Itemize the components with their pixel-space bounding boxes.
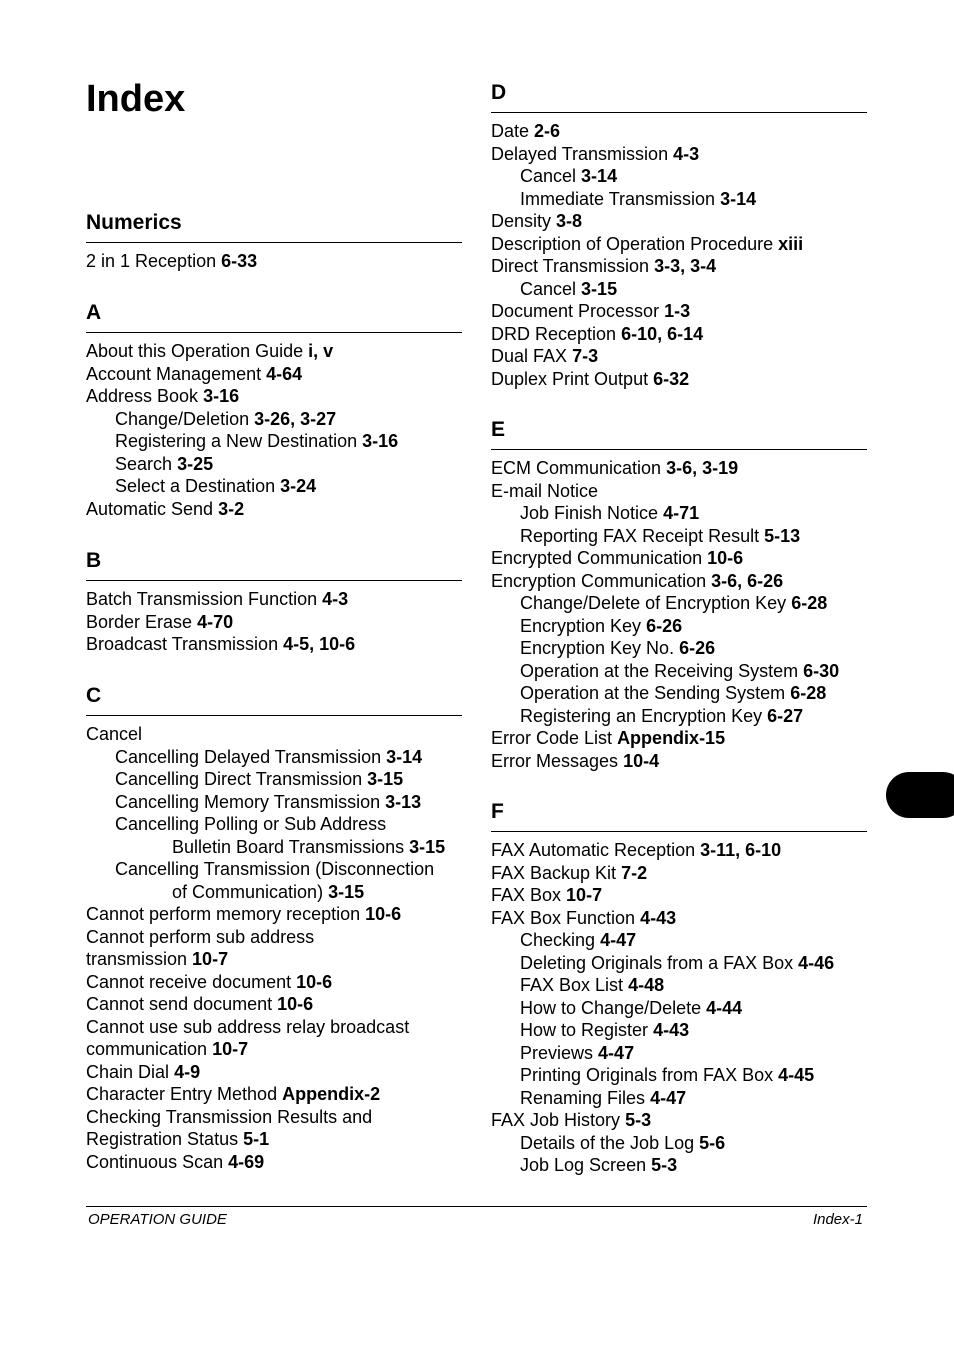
entry-list (86, 588, 462, 656)
entry-page-ref: 3-13 (385, 791, 422, 812)
entry-page-ref: 4-47 (598, 1042, 635, 1063)
entry-term: Cannot use sub address relay broadcast (86, 1016, 410, 1037)
entry-term: Checking Transmission Results and (86, 1106, 373, 1127)
entry-term: FAX Automatic Reception (491, 840, 696, 860)
entry-term: Deleting Originals from a FAX Box (520, 952, 794, 973)
index-entry (86, 1061, 462, 1084)
entry-term: Border Erase (86, 611, 193, 632)
entry-term: Cannot receive document (86, 971, 292, 992)
entry-page-ref: 4-3 (322, 589, 349, 609)
entry-page-ref: 10-7 (566, 885, 603, 905)
entry-page-ref: 6-10, 6-14 (621, 323, 704, 344)
entry-page-ref: xiii (778, 233, 804, 254)
index-entry (86, 926, 462, 949)
index-entry (491, 1132, 867, 1155)
index-entry (491, 210, 867, 233)
entry-page-ref: 3-16 (203, 386, 240, 406)
index-entry (86, 1151, 462, 1174)
index-section (86, 210, 462, 273)
index-section (86, 683, 462, 1173)
entry-page-ref: 10-7 (192, 949, 229, 969)
entry-list (491, 839, 867, 1177)
entry-term: Date (491, 121, 530, 141)
index-entry (491, 255, 867, 278)
section-heading: Numerics (86, 211, 182, 234)
entry-page-ref: 6-28 (790, 683, 827, 703)
entry-term: Printing Originals from FAX Box (520, 1065, 774, 1085)
entry-term: Details of the Job Log (520, 1132, 695, 1153)
index-entry (86, 498, 462, 521)
entry-page-ref: 3-16 (362, 431, 399, 451)
entry-term: Change/Deletion (115, 408, 250, 429)
index-section (86, 300, 462, 520)
entry-page-ref: 3-8 (556, 211, 583, 231)
entry-term: communication (86, 1039, 208, 1059)
index-entry (491, 1064, 867, 1087)
index-entry (86, 430, 462, 453)
index-entry (86, 340, 462, 363)
entry-page-ref: 5-3 (625, 1110, 652, 1130)
entry-term: Encryption Communication (491, 570, 707, 591)
entry-page-ref: 3-15 (328, 881, 365, 902)
index-entry (491, 705, 867, 728)
index-entry (86, 903, 462, 926)
section-heading: A (86, 301, 102, 324)
entry-page-ref: 1-3 (664, 301, 691, 321)
entry-term: Encryption Key (520, 615, 642, 636)
entry-page-ref: 3-24 (280, 476, 317, 496)
entry-term: FAX Box List (520, 975, 624, 995)
entry-term: 2 in 1 Reception (86, 251, 217, 271)
entry-term: Continuous Scan (86, 1151, 224, 1172)
index-entry (86, 993, 462, 1016)
entry-term: DRD Reception (491, 323, 617, 344)
entry-page-ref: 4-43 (640, 907, 677, 928)
entry-term: FAX Box Function (491, 907, 636, 928)
entry-term: How to Change/Delete (520, 997, 702, 1018)
index-entry (491, 997, 867, 1020)
entry-term: Operation at the Receiving System (520, 660, 799, 681)
section-heading: E (491, 418, 506, 441)
index-entry (491, 907, 867, 930)
entry-term: Encryption Key No. (520, 638, 675, 658)
index-entry (491, 1042, 867, 1065)
entry-page-ref: 3-3, 3-4 (654, 256, 717, 276)
page-title: Index (86, 78, 186, 120)
index-entry (86, 1083, 462, 1106)
entry-term: Cancelling Direct Transmission (115, 769, 363, 789)
entry-page-ref: 3-2 (218, 498, 245, 519)
entry-page-ref: 6-26 (679, 638, 716, 658)
index-entry (491, 952, 867, 975)
entry-term: FAX Box (491, 885, 562, 905)
index-entry (86, 611, 462, 634)
entry-page-ref: 4-70 (197, 611, 234, 632)
index-entry (491, 637, 867, 660)
entry-page-ref: 3-6, 3-19 (666, 458, 739, 478)
index-entry (491, 323, 867, 346)
entry-term: Cancel (86, 724, 143, 744)
index-entry (491, 1109, 867, 1132)
entry-page-ref: 3-14 (581, 166, 618, 186)
entry-page-ref: 10-6 (277, 994, 314, 1014)
index-entry (491, 682, 867, 705)
entry-page-ref: 6-32 (653, 368, 690, 389)
entry-term: Delayed Transmission (491, 143, 669, 164)
entry-term: Checking (520, 930, 596, 950)
entry-term: Registering an Encryption Key (520, 705, 763, 726)
entry-term: Automatic Send (86, 498, 214, 519)
index-entry (86, 588, 462, 611)
index-entry (491, 615, 867, 638)
entry-term: Duplex Print Output (491, 368, 649, 389)
index-entry (491, 300, 867, 323)
entry-term: Operation at the Sending System (520, 683, 786, 703)
entry-page-ref: 7-2 (621, 862, 648, 883)
entry-page-ref: 6-30 (803, 660, 840, 681)
index-section (491, 417, 867, 772)
index-entry (86, 1128, 462, 1151)
index-entry (86, 881, 462, 904)
entry-term: Cannot send document (86, 994, 273, 1014)
entry-page-ref: 4-64 (266, 363, 303, 384)
entry-page-ref: i, v (308, 341, 334, 361)
entry-page-ref: 5-1 (243, 1129, 270, 1149)
entry-term: Chain Dial (86, 1061, 170, 1082)
entry-term: Document Processor (491, 301, 660, 321)
index-entry (491, 1087, 867, 1110)
entry-page-ref: 7-3 (572, 346, 599, 366)
entry-term: Dual FAX (491, 346, 568, 366)
entry-term: Address Book (86, 386, 199, 406)
index-entry (491, 278, 867, 301)
entry-page-ref: 3-15 (409, 836, 446, 857)
entry-term: Error Messages (491, 750, 619, 771)
index-entry (491, 862, 867, 885)
entry-list (86, 723, 462, 1173)
section-divider (86, 715, 462, 716)
index-entry (86, 723, 462, 746)
index-entry (491, 547, 867, 570)
index-entry (491, 457, 867, 480)
section-divider (86, 242, 462, 243)
index-entry (491, 143, 867, 166)
entry-page-ref: 4-71 (663, 503, 700, 523)
entry-page-ref: 4-5, 10-6 (283, 634, 356, 654)
index-entry (86, 453, 462, 476)
index-entry (491, 188, 867, 211)
index-entry (491, 570, 867, 593)
section-divider (491, 449, 867, 450)
entry-term: Error Code List (491, 728, 613, 748)
index-entry (491, 502, 867, 525)
index-entry (86, 768, 462, 791)
entry-term: Broadcast Transmission (86, 634, 279, 654)
entry-page-ref: 10-4 (623, 750, 660, 771)
entry-term: Cancelling Polling or Sub Address (115, 814, 387, 834)
entry-term: ECM Communication (491, 458, 662, 478)
index-entry (86, 1016, 462, 1039)
entry-term: Change/Delete of Encryption Key (520, 593, 787, 613)
entry-page-ref: 5-6 (699, 1132, 726, 1153)
index-entry (491, 1154, 867, 1177)
entry-term: Cannot perform memory reception (86, 904, 361, 924)
entry-term: Job Finish Notice (520, 503, 659, 523)
index-entry (491, 839, 867, 862)
entry-term: Cannot perform sub address (86, 926, 315, 947)
index-entry (491, 592, 867, 615)
index-entry (86, 633, 462, 656)
entry-term: Search (115, 453, 173, 474)
entry-page-ref: 10-7 (212, 1039, 249, 1059)
entry-page-ref: 3-26, 3-27 (254, 408, 337, 429)
section-divider (86, 332, 462, 333)
section-divider (491, 831, 867, 832)
entry-term: Job Log Screen (520, 1155, 647, 1175)
entry-page-ref: 3-14 (720, 188, 757, 209)
entry-term: Cancelling Delayed Transmission (115, 746, 382, 767)
section-heading: C (86, 684, 102, 707)
entry-term: Cancelling Transmission (Disconnection (115, 859, 435, 879)
index-entry (86, 746, 462, 769)
entry-page-ref: 6-26 (646, 615, 683, 636)
index-entry (86, 363, 462, 386)
index-entry (86, 385, 462, 408)
index-entry (86, 948, 462, 971)
index-entry (491, 120, 867, 143)
entry-term: Account Management (86, 363, 262, 384)
entry-page-ref: 5-3 (651, 1155, 678, 1175)
section-heading: B (86, 549, 102, 572)
index-entry (491, 727, 867, 750)
footer-divider (86, 1206, 867, 1207)
entry-page-ref: 4-9 (174, 1061, 201, 1082)
entry-page-ref: 3-15 (367, 769, 404, 789)
index-section (491, 80, 867, 390)
index-entry (491, 345, 867, 368)
footer-guide-title: OPERATION GUIDE (88, 1211, 227, 1228)
index-entry (491, 660, 867, 683)
section-divider (86, 580, 462, 581)
entry-page-ref: Appendix-15 (617, 728, 726, 748)
entry-term: transmission (86, 949, 188, 969)
entry-page-ref: 3-11, 6-10 (700, 840, 782, 860)
entry-page-ref: 10-6 (296, 971, 333, 992)
entry-page-ref: 4-3 (673, 143, 700, 164)
entry-term: E-mail Notice (491, 480, 599, 501)
entry-list (491, 120, 867, 390)
entry-page-ref: 3-15 (581, 278, 618, 299)
index-entry (86, 250, 462, 273)
entry-list (86, 250, 462, 273)
section-heading: F (491, 800, 504, 823)
entry-term: Cancelling Memory Transmission (115, 791, 381, 812)
entry-term: How to Register (520, 1020, 649, 1040)
entry-term: Density (491, 211, 552, 231)
index-entry (491, 165, 867, 188)
index-entry (491, 884, 867, 907)
entry-page-ref: 5-13 (764, 525, 801, 546)
entry-list (491, 457, 867, 772)
entry-term: Description of Operation Procedure (491, 233, 774, 254)
index-entry (491, 750, 867, 773)
entry-term: Immediate Transmission (520, 188, 716, 209)
entry-term: FAX Backup Kit (491, 862, 617, 883)
entry-page-ref: 10-6 (365, 904, 402, 924)
index-entry (86, 791, 462, 814)
entry-page-ref: 4-47 (650, 1087, 687, 1108)
index-entry (491, 525, 867, 548)
index-entry (491, 480, 867, 503)
entry-page-ref: 10-6 (707, 548, 744, 568)
entry-term: Cancel (520, 278, 577, 299)
entry-page-ref: 4-46 (798, 952, 835, 973)
entry-page-ref: 4-45 (778, 1065, 815, 1085)
entry-term: of Communication) (172, 881, 324, 902)
entry-term: About this Operation Guide (86, 341, 304, 361)
section-heading: D (491, 81, 507, 104)
entry-term: FAX Job History (491, 1110, 621, 1130)
entry-page-ref: 4-44 (706, 997, 743, 1018)
index-entry (86, 858, 462, 881)
index-entry (491, 368, 867, 391)
index-entry (86, 813, 462, 836)
entry-page-ref: 2-6 (534, 121, 561, 141)
entry-page-ref: 3-25 (177, 453, 214, 474)
chapter-tab-marker (886, 772, 954, 818)
index-entry (86, 971, 462, 994)
index-entry (491, 233, 867, 256)
section-divider (491, 112, 867, 113)
entry-page-ref: 4-48 (628, 975, 665, 995)
entry-term: Registration Status (86, 1129, 239, 1149)
entry-page-ref: 3-14 (386, 746, 423, 767)
index-section (86, 548, 462, 656)
entry-page-ref: 4-47 (600, 930, 637, 950)
footer-page-number: Index-1 (812, 1211, 863, 1228)
index-entry (86, 836, 462, 859)
entry-page-ref: 4-69 (228, 1151, 265, 1172)
entry-term: Encrypted Communication (491, 548, 703, 568)
entry-page-ref: Appendix-2 (282, 1084, 381, 1104)
index-entry (86, 1106, 462, 1129)
index-entry (491, 1019, 867, 1042)
entry-term: Character Entry Method (86, 1084, 278, 1104)
entry-term: Reporting FAX Receipt Result (520, 525, 760, 546)
entry-list (86, 340, 462, 520)
entry-page-ref: 6-28 (791, 593, 828, 613)
index-entry (491, 929, 867, 952)
entry-term: Batch Transmission Function (86, 589, 318, 609)
entry-term: Direct Transmission (491, 256, 650, 276)
entry-page-ref: 4-43 (653, 1020, 690, 1040)
entry-page-ref: 3-6, 6-26 (711, 570, 784, 591)
entry-term: Registering a New Destination (115, 431, 358, 451)
entry-term: Previews (520, 1042, 594, 1063)
entry-page-ref: 6-33 (221, 251, 258, 271)
index-entry (491, 974, 867, 997)
index-entry (86, 1038, 462, 1061)
entry-term: Renaming Files (520, 1087, 646, 1108)
entry-page-ref: 6-27 (767, 705, 804, 726)
entry-term: Cancel (520, 166, 577, 186)
index-entry (86, 408, 462, 431)
entry-term: Select a Destination (115, 476, 276, 496)
entry-term: Bulletin Board Transmissions (172, 836, 405, 857)
index-entry (86, 475, 462, 498)
index-section (491, 799, 867, 1177)
